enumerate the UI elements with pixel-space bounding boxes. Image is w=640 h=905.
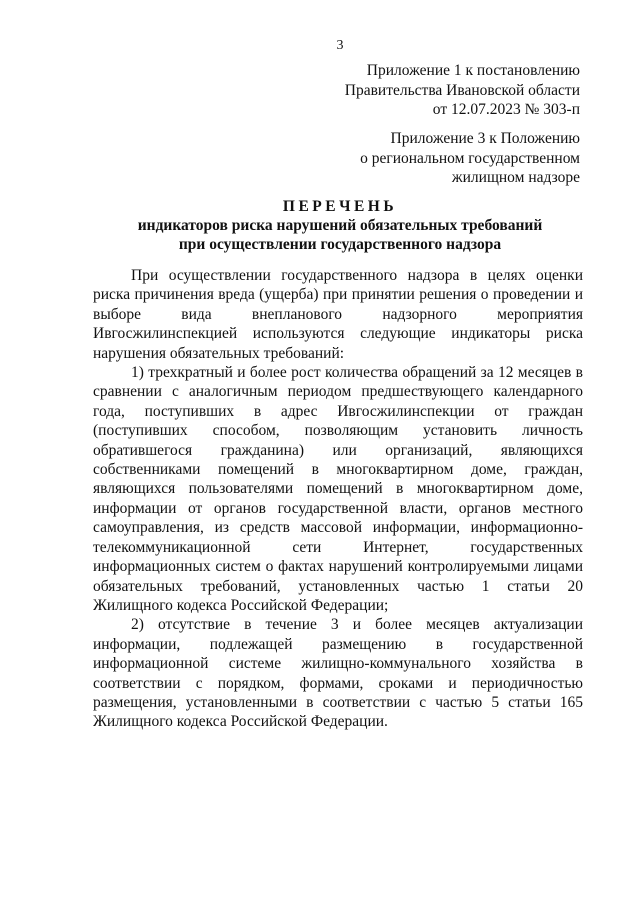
appendix-1-line: Правительства Ивановской области bbox=[344, 81, 580, 99]
document-body bbox=[93, 266, 583, 732]
appendix-1-header bbox=[345, 61, 580, 120]
appendix-1-line: Приложение 1 к постановлению bbox=[366, 62, 580, 79]
page-number: 3 bbox=[336, 38, 344, 53]
document-title bbox=[90, 197, 590, 254]
intro-paragraph: При осуществлении государственного надзора в целях оценки риска причинения вреда (ущерба) при принятии решения о проведении и выборе вида внепланового надзорного мероприятия Ивгосжилинспекцией используются следующие индикаторы риска нарушения обязательных требований: bbox=[93, 267, 583, 362]
indicator-item-1: 1) трехкратный и более рост количества обращений за 12 месяцев в сравнении с аналогичным периодом предшествующего календарного года, поступивших в адрес Ивгосжилинспекции от граждан (поступивших способом, позволяющим установить личность обратившегося гражданина) или организаций, являющихся собственниками помещений в многоквартирном доме, граждан, являющихся пользователями помещений в многоквартирном доме, информации от органов государственной власти, органов местного самоуправления, из средств массовой информации, информационно-телекоммуникационной сети Интернет, государственных информационных систем о фактах нарушений контролируемыми лицами обязательных требований, установленных частью 1 статьи 20 Жилищного кодекса Российской Федерации; bbox=[93, 364, 583, 614]
title-subtitle-line-2: при осуществлении государственного надзора bbox=[178, 236, 502, 253]
indicator-item-2: 2) отсутствие в течение 3 и более месяцев актуализации информации, подлежащей размещению в государственной информационной системе жилищно-коммунального хозяйства в соответствии с порядком, формами, сроками и периодичностью размещения, установленными в соответствии с частью 5 статьи 165 Жилищного кодекса Российской Федерации. bbox=[93, 616, 583, 731]
appendix-3-line: жилищном надзоре bbox=[451, 169, 580, 186]
appendix-3-header bbox=[360, 129, 580, 188]
title-heading: ПЕРЕЧЕНЬ bbox=[282, 198, 398, 215]
title-subtitle-line-1: индикаторов риска нарушений обязательных требований bbox=[137, 217, 543, 234]
appendix-3-line: Приложение 3 к Положению bbox=[390, 130, 580, 147]
appendix-1-line: от 12.07.2023 № 303-п bbox=[432, 101, 580, 118]
appendix-3-line: о региональном государственном bbox=[360, 149, 580, 167]
